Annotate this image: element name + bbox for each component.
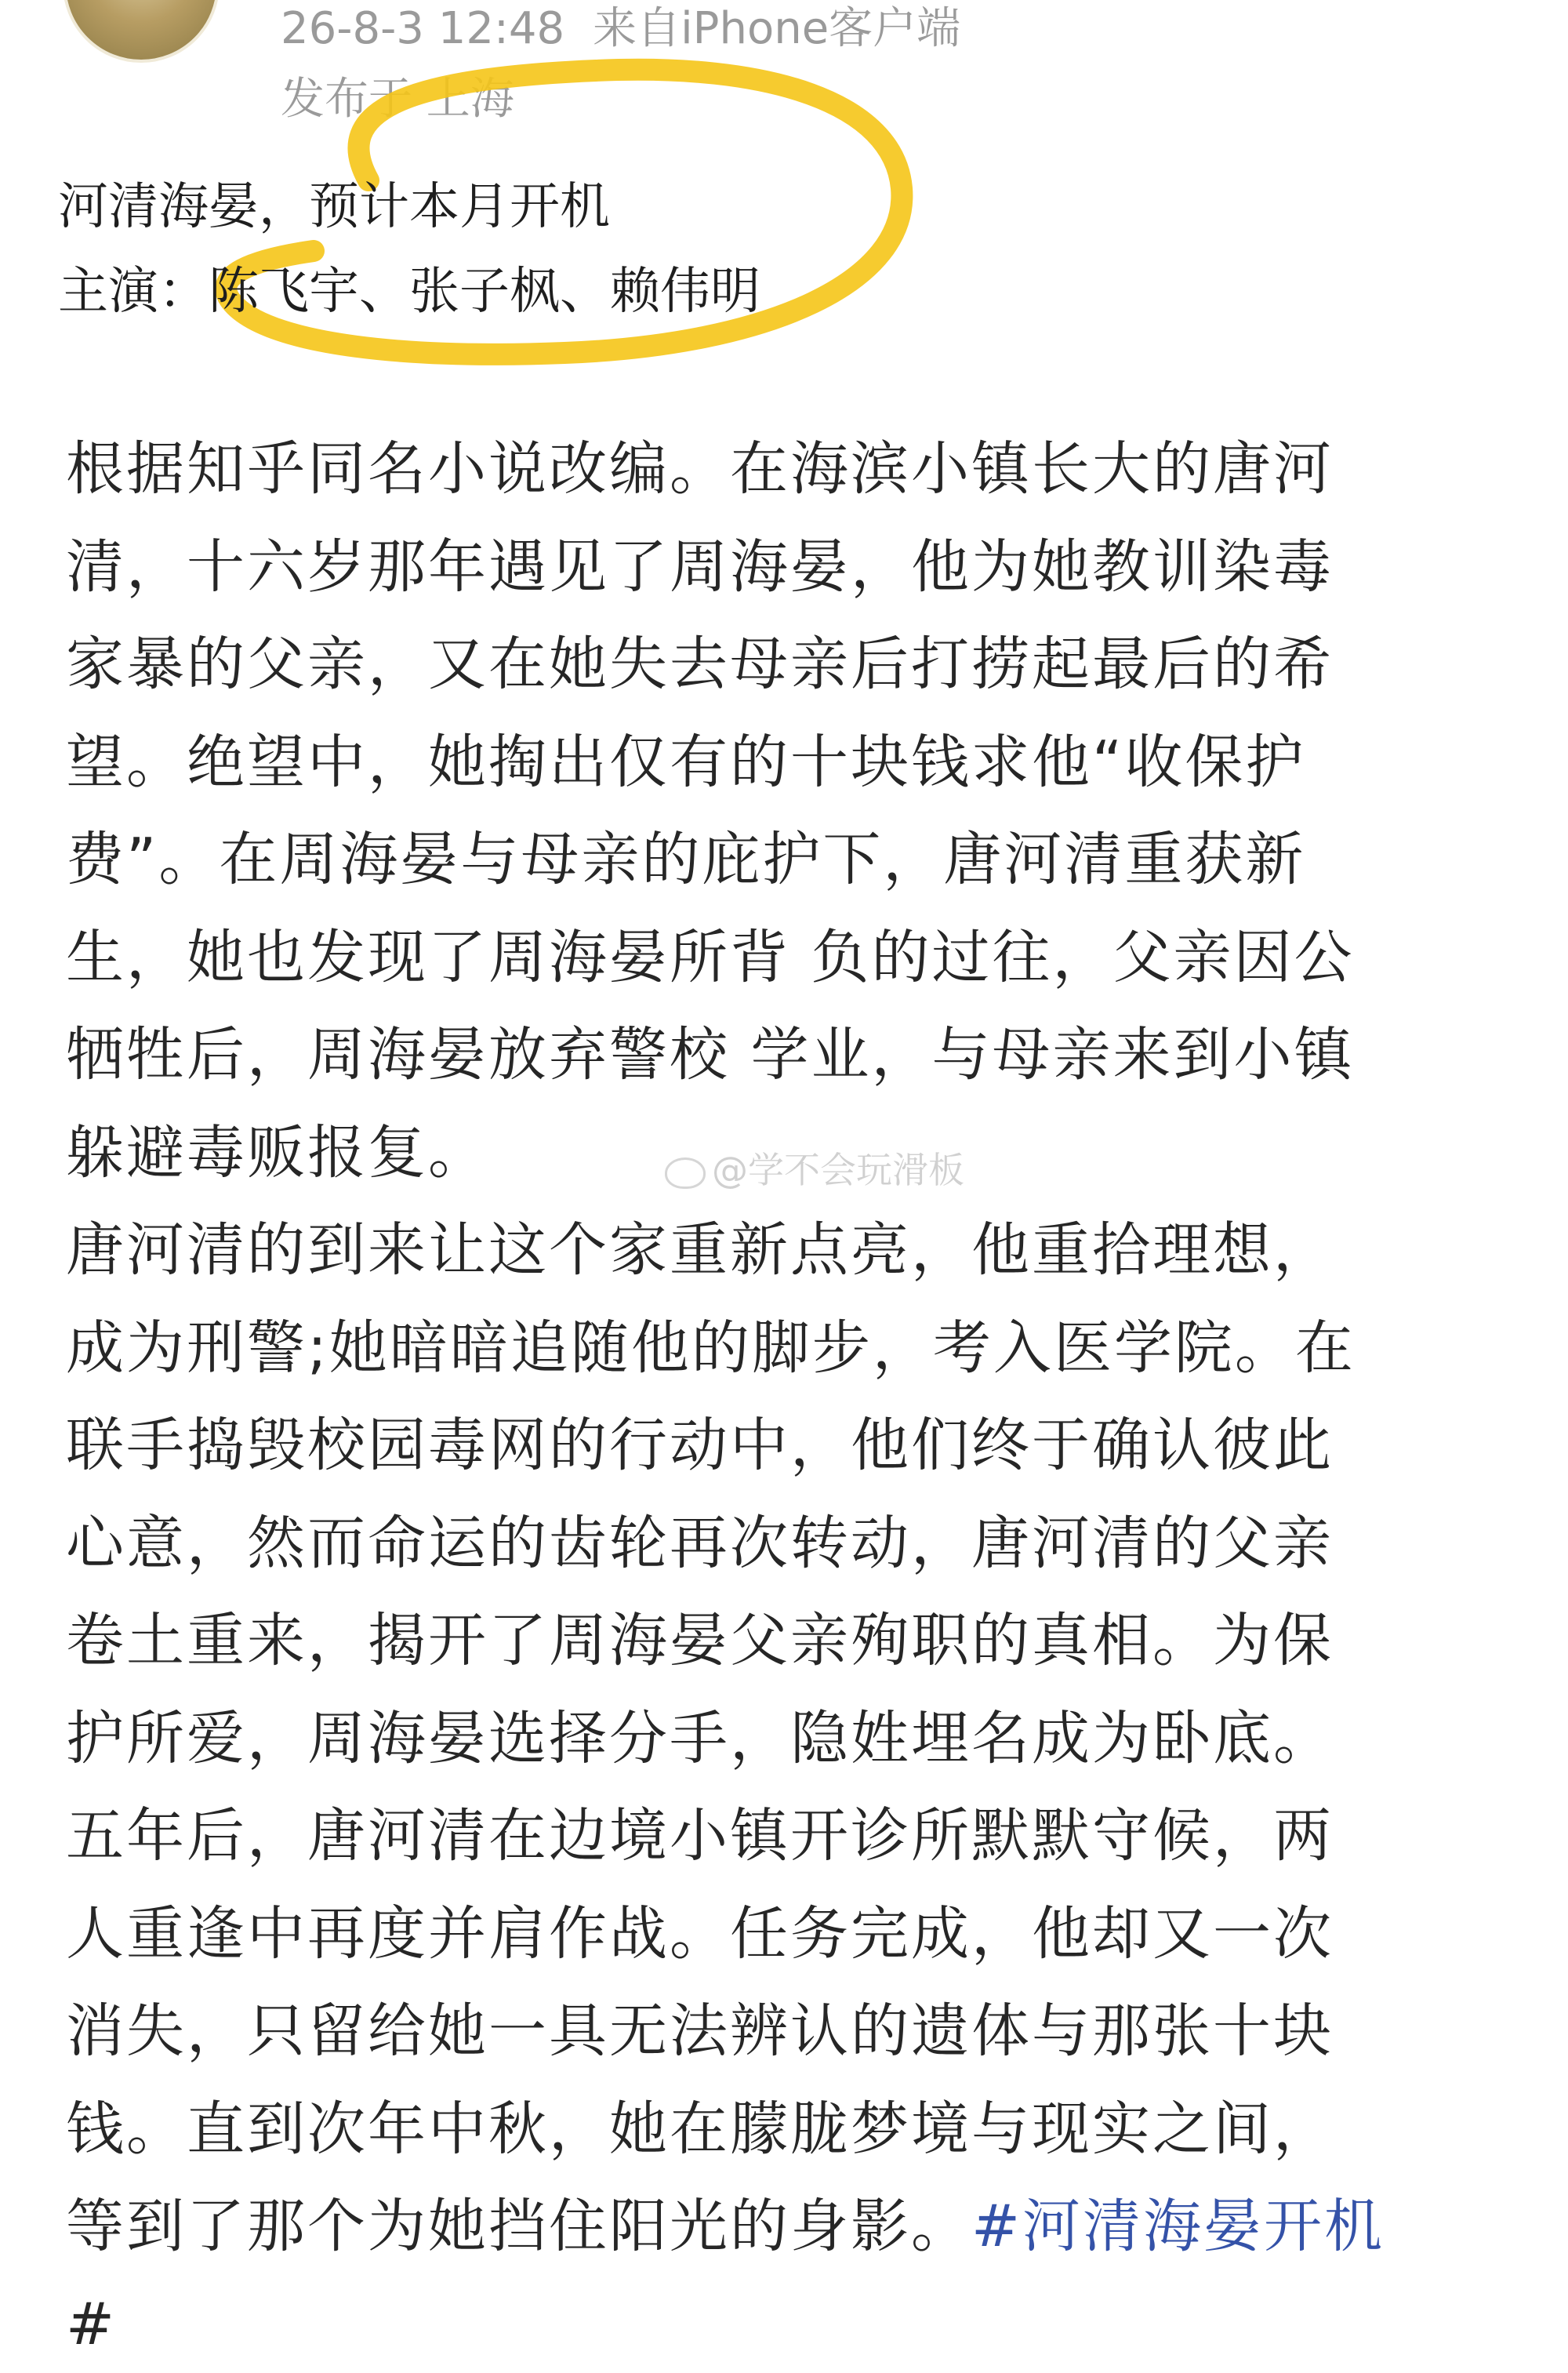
post-body [66,420,1540,2373]
body-line: 钱。直到次年中秋，她在朦胧梦境与现实之间， [66,2080,1540,2179]
body-line: 护所爱，周海晏选择分手，隐姓埋名成为卧底。 [66,1690,1540,1788]
body-line: 消失，只留给她一具无法辨认的遗体与那张十块 [66,1982,1540,2080]
weibo-logo-icon [665,1157,706,1189]
body-line: 清，十六岁那年遇见了周海晏，他为她教训染毒 [66,518,1540,616]
body-line-with-hashtag [66,2178,1540,2276]
body-line: 联手捣毁校园毒网的行动中，他们终于确认彼此 [66,1397,1540,1495]
body-line: 费”。在周海晏与母亲的庇护下，唐河清重获新 [66,811,1540,909]
body-line-text: 等到了那个为她挡住阳光的身影。 [66,2193,971,2260]
post-datetime: 26-8-3 12:48 [281,3,564,54]
weibo-watermark [665,1142,964,1194]
watermark-text: @学不会玩滑板 [712,1149,964,1191]
post-meta [281,0,960,135]
body-line: 望。绝望中，她掏出仅有的十块钱求他“收保护 [66,714,1540,812]
post-headline [58,165,760,334]
body-line: 心意，然而命运的齿轮再次转动，唐河清的父亲 [66,1495,1540,1593]
body-line: 躲避毒贩报复。 [66,1104,1540,1202]
post-location: 发布于 上海 [281,64,960,135]
body-line: 牺牲后，周海晏放弃警校 学业，与母亲来到小镇 [66,1006,1540,1104]
body-line: 成为刑警;她暗暗追随他的脚步，考入医学院。在 [66,1299,1540,1397]
body-line: 家暴的父亲，又在她失去母亲后打捞起最后的希 [66,616,1540,714]
body-line: 人重逢中再度并肩作战。任务完成，他却又一次 [66,1885,1540,1983]
headline-cast: 主演：陈飞宇、张子枫、赖伟明 [58,249,760,334]
post-source: 来自iPhone客户端 [593,3,960,54]
body-line: 生，她也发现了周海晏所背 负的过往，父亲因公 [66,909,1540,1007]
body-line: 根据知乎同名小说改编。在海滨小镇长大的唐河 [66,420,1540,518]
post-meta-row [281,0,960,64]
avatar[interactable] [63,0,220,63]
hashtag-link[interactable]: #河清海晏开机 [971,2193,1385,2260]
headline-title: 河清海晏，预计本月开机 [58,165,760,249]
body-line: 五年后，唐河清在边境小镇开诊所默默守候，两 [66,1787,1540,1885]
body-line: 卷土重来，揭开了周海晏父亲殉职的真相。为保 [66,1592,1540,1690]
body-line: 唐河清的到来让这个家重新点亮，他重拾理想， [66,1201,1540,1299]
hashtag-link-end[interactable]: # [66,2291,117,2358]
hashtag-tail[interactable] [66,2276,1540,2373]
